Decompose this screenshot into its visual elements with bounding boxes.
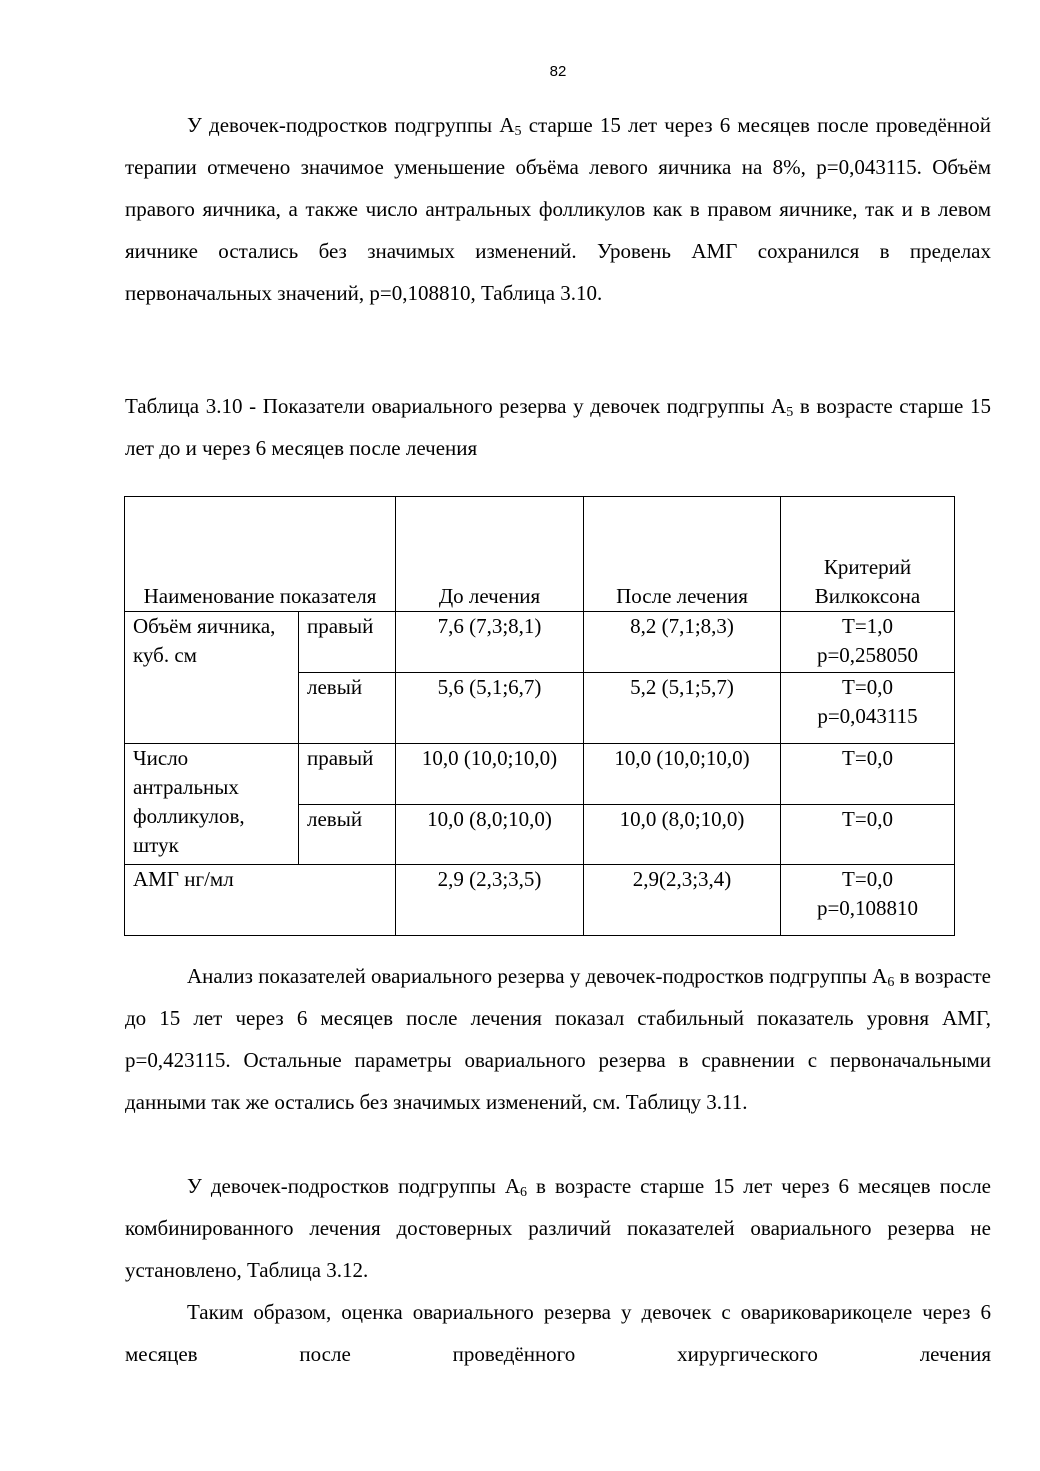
criterion-cell bbox=[781, 612, 955, 673]
paragraph-2 bbox=[125, 955, 991, 1123]
table-caption-text-a: Таблица 3.10 - Показатели овариального резерва у девочек подгруппы А bbox=[125, 394, 787, 418]
paragraph-3 bbox=[125, 1165, 991, 1291]
criterion-cell bbox=[781, 805, 955, 865]
after-cell: 2,9(2,3;3,4) bbox=[584, 865, 781, 936]
header-after: После лечения bbox=[584, 497, 781, 612]
before-cell: 5,6 (5,1;6,7) bbox=[396, 673, 584, 744]
table-caption-subscript: 5 bbox=[786, 405, 794, 420]
criterion-t: T=0,0 bbox=[842, 675, 893, 699]
paragraph-1-text-b: старше 15 лет через 6 месяцев после проведённой терапии отмечено значимое уменьшение объёма левого яичника на 8%, p=0,043115. Объём правого яичника, а также число антральных фолликулов как в правом яичнике, так и в левом яичнике остались без значимых изменений. Уровень АМГ сохранился в пределах первоначальных значений, p=0,108810, Таблица 3.10. bbox=[125, 113, 991, 305]
criterion-p: p=0,108810 bbox=[816, 896, 919, 920]
criterion-t: T=0,0 bbox=[842, 807, 893, 831]
paragraph-2-text-b: в возрасте до 15 лет через 6 месяцев после лечения показал стабильный показатель уровня АМГ, p=0,423115. Остальные параметры овариального резерва в сравнении с первоначальными данными так же остались без значимых изменений, см. Таблицу 3.11. bbox=[125, 964, 992, 1114]
criterion-cell bbox=[781, 744, 955, 805]
table-header-row bbox=[125, 497, 955, 612]
amg-label: АМГ нг/мл bbox=[125, 865, 396, 936]
group-label-follicles: Число антральных фолликулов, штук bbox=[125, 744, 299, 865]
ovarian-reserve-table bbox=[124, 496, 955, 936]
table-row bbox=[125, 744, 955, 805]
table-row bbox=[125, 865, 955, 936]
paragraph-3-text-b: в возрасте старше 15 лет через 6 месяцев после комбинированного лечения достоверных различий показателей овариального резерва не установлено, Таблица 3.12. bbox=[125, 1174, 991, 1282]
header-indicator: Наименование показателя bbox=[125, 497, 396, 612]
paragraph-2-subscript: 6 bbox=[887, 975, 895, 990]
paragraph-4: Таким образом, оценка овариального резерва у девочек с овариковарикоцеле через 6 месяцев после проведённого хирургического лечения bbox=[125, 1300, 991, 1366]
side-cell: правый bbox=[299, 744, 396, 805]
table-caption bbox=[125, 385, 991, 469]
table-row bbox=[125, 612, 955, 673]
criterion-p: p=0,043115 bbox=[817, 704, 918, 728]
group-label-volume: Объём яичника, куб. см bbox=[125, 612, 299, 744]
side-cell: левый bbox=[299, 805, 396, 865]
criterion-p: p=0,258050 bbox=[816, 643, 919, 667]
paragraph-3-text-a: У девочек-подростков подгруппы А bbox=[187, 1174, 521, 1198]
before-cell: 2,9 (2,3;3,5) bbox=[396, 865, 584, 936]
after-cell: 8,2 (7,1;8,3) bbox=[584, 612, 781, 673]
paragraph-2-text-a: Анализ показателей овариального резерва у девочек-подростков подгруппы А bbox=[187, 964, 888, 988]
side-cell: правый bbox=[299, 612, 396, 673]
paragraph-1-text-a: У девочек-подростков подгруппы А bbox=[187, 113, 515, 137]
after-cell: 10,0 (8,0;10,0) bbox=[584, 805, 781, 865]
side-cell: левый bbox=[299, 673, 396, 744]
header-before: До лечения bbox=[396, 497, 584, 612]
paragraph-3-subscript: 6 bbox=[520, 1185, 528, 1200]
criterion-cell bbox=[781, 673, 955, 744]
criterion-t: T=0,0 bbox=[842, 746, 893, 770]
page-number: 82 bbox=[549, 63, 567, 80]
before-cell: 7,6 (7,3;8,1) bbox=[396, 612, 584, 673]
after-cell: 10,0 (10,0;10,0) bbox=[584, 744, 781, 805]
paragraph-1 bbox=[125, 104, 991, 314]
header-criterion: Критерий Вилкоксона bbox=[781, 497, 955, 612]
criterion-cell bbox=[781, 865, 955, 936]
before-cell: 10,0 (8,0;10,0) bbox=[396, 805, 584, 865]
after-cell: 5,2 (5,1;5,7) bbox=[584, 673, 781, 744]
criterion-t: T=1,0 bbox=[842, 614, 893, 638]
table-caption-text-b: в возрасте старше 15 лет до и через 6 месяцев после лечения bbox=[125, 394, 991, 460]
criterion-t: T=0,0 bbox=[842, 867, 893, 891]
before-cell: 10,0 (10,0;10,0) bbox=[396, 744, 584, 805]
paragraph-1-subscript: 5 bbox=[514, 124, 522, 139]
